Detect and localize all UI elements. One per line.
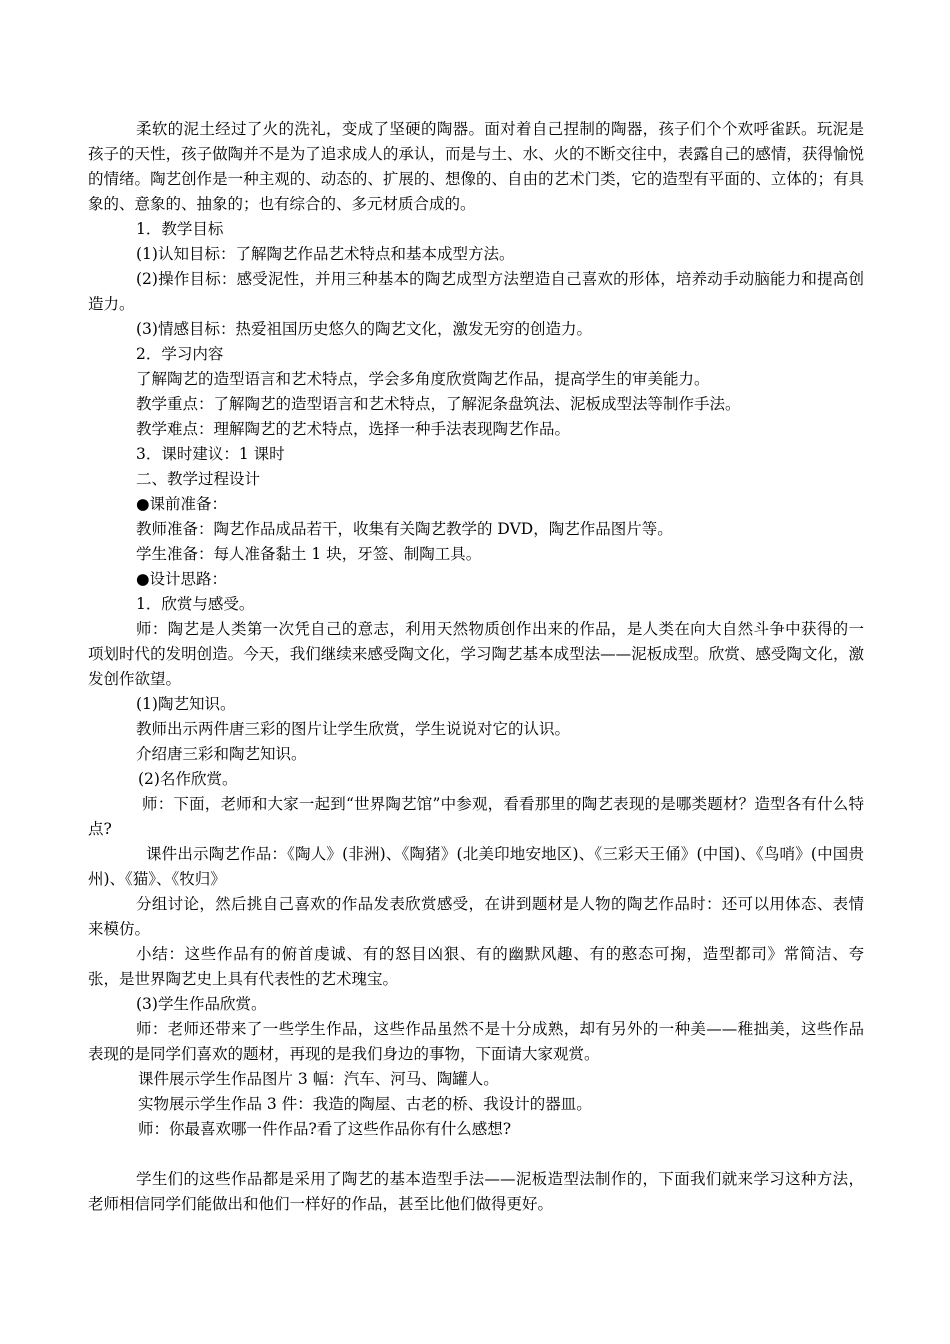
physical-student-works: 实物展示学生作品 3 件：我造的陶屋、古老的桥、我设计的器皿。 (138, 1095, 592, 1113)
goal-operation: (2)操作目标：感受泥性，并用三种基本的陶艺成型方法塑造自己喜欢的形体，培养动手动脑能力和提高创造力。 (88, 270, 864, 313)
goal-cognitive: (1)认知目标：了解陶艺作品艺术特点和基本成型方法。 (136, 245, 515, 263)
tang-sancai-display: 教师出示两件唐三彩的图片让学生欣赏，学生说说对它的认识。 (136, 720, 571, 738)
tang-sancai-intro: 介绍唐三彩和陶艺知识。 (136, 745, 307, 763)
pottery-knowledge-heading: (1)陶艺知识。 (136, 695, 236, 713)
masterpiece-heading: (2)名作欣赏。 (138, 770, 238, 788)
courseware-works-paragraph: 课件出示陶艺作品：《陶人》(非洲)、《陶猪》(北美印地安地区)、《三彩天王俑》(中国)、《鸟哨》(中国贵州)、《猫》、《牧归》 (88, 845, 864, 888)
class-hours-suggestion: 3．课时建议：1 课时 (136, 445, 285, 463)
student-preparation: 学生准备：每人准备黏土 1 块，牙签、制陶工具。 (136, 545, 482, 563)
teacher-intro-paragraph: 师：陶艺是人类第一次凭自己的意志，利用天然物质创作出来的作品，是人类在向大自然斗争中获得的一项划时代的发明创造。今天，我们继续来感受陶文化，学习陶艺基本成型法——泥板成型。欣赏、感受陶文化，激发创作欲望。 (88, 620, 864, 688)
blank-line (88, 1142, 864, 1167)
summary-paragraph: 小结：这些作品有的俯首虔诚、有的怒目凶狠、有的幽默风趣、有的憨态可掬，造型都司》常简洁、夸张，是世界陶艺史上具有代表性的艺术瑰宝。 (88, 945, 864, 988)
section-heading-process-design: 二、教学过程设计 (136, 470, 261, 488)
courseware-student-images: 课件展示学生作品图片 3 幅：汽车、河马、陶罐人。 (138, 1070, 499, 1088)
closing-paragraph: 学生们的这些作品都是采用了陶艺的基本造型手法——泥板造型法制作的，下面我们就来学习这种方法，老师相信同学们能做出和他们一样好的作品，甚至比他们做得更好。 (88, 1170, 864, 1213)
world-pottery-hall-paragraph: 师：下面，老师和大家一起到“世界陶艺馆”中参观，看看那里的陶艺表现的是哪类题材？造型各有什么特点? (88, 795, 864, 838)
design-idea-heading: ●设计思路： (136, 570, 228, 588)
teacher-preparation: 教师准备：陶艺作品成品若干，收集有关陶艺教学的 DVD，陶艺作品图片等。 (136, 520, 673, 538)
student-works-heading: (3)学生作品欣赏。 (136, 995, 267, 1013)
teacher-question: 师：你最喜欢哪一件作品?看了这些作品你有什么感想? (138, 1120, 512, 1138)
intro-paragraph: 柔软的泥土经过了火的洗礼，变成了坚硬的陶器。面对着自己捏制的陶器，孩子们个个欢呼雀跃。玩泥是孩子的天性，孩子做陶并不是为了追求成人的承认，而是与土、水、火的不断交往中，表露自己的感情，获得愉悦的情绪。陶艺创作是一种主观的、动态的、扩展的、想像的、自由的艺术门类，它的造型有平面的、立体的；有具象的、意象的、抽象的；也有综合的、多元材质合成的。 (88, 120, 864, 213)
section-heading-learning-content: 2．学习内容 (136, 345, 224, 363)
teaching-difficulty: 教学难点：理解陶艺的艺术特点，选择一种手法表现陶艺作品。 (136, 420, 571, 438)
document-page (88, 117, 864, 1217)
learning-content-text: 了解陶艺的造型语言和艺术特点，学会多角度欣赏陶艺作品，提高学生的审美能力。 (136, 370, 710, 388)
teaching-key-point: 教学重点：了解陶艺的造型语言和艺术特点，了解泥条盘筑法、泥板成型法等制作手法。 (136, 395, 741, 413)
appreciation-heading: 1．欣赏与感受。 (136, 595, 255, 613)
pre-class-preparation-heading: ●课前准备： (136, 495, 228, 513)
section-heading-teaching-goals: 1．教学目标 (136, 220, 224, 238)
goal-emotion: (3)情感目标：热爱祖国历史悠久的陶艺文化，激发无穷的创造力。 (136, 320, 592, 338)
student-works-intro: 师：老师还带来了一些学生作品，这些作品虽然不是十分成熟，却有另外的一种美——稚拙美，这些作品表现的是同学们喜欢的题材，再现的是我们身边的事物，下面请大家观赏。 (88, 1020, 864, 1063)
group-discussion-paragraph: 分组讨论，然后挑自己喜欢的作品发表欣赏感受，在讲到题材是人物的陶艺作品时：还可以用体态、表情来模仿。 (88, 895, 864, 938)
